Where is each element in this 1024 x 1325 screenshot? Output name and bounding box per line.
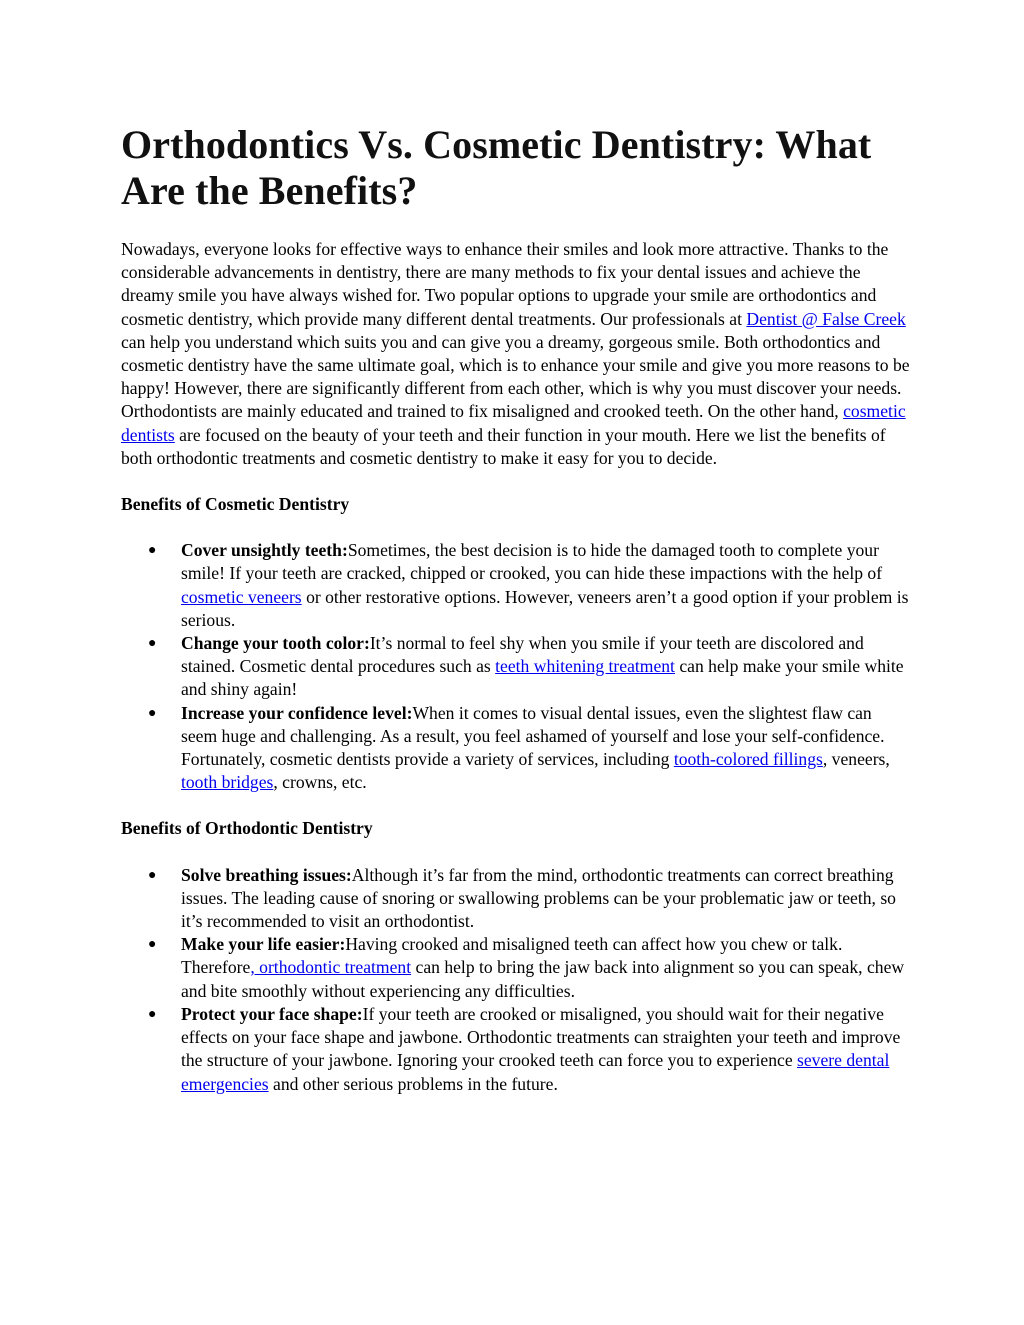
dental-emergencies-link[interactable]: severe dental emergencies <box>181 1050 890 1094</box>
list-item <box>148 702 911 795</box>
intro-text-3: are focused on the beauty of your teeth and their function in your mouth. Here we list the benefits of both orthodontic treatments and cosmetic dentistry to make it easy for you to decide. <box>121 424 886 468</box>
item-text: , veneers, <box>822 749 890 770</box>
item-text: , crowns, etc. <box>273 772 367 793</box>
item-text: can help make your smile white and shiny again! <box>181 656 904 700</box>
list-item <box>148 1003 911 1096</box>
tooth-colored-fillings-link[interactable]: tooth-colored fillings <box>673 749 823 770</box>
item-bold-label: Increase your confidence level: <box>181 702 413 723</box>
item-bold-label: Make your life easier: <box>181 934 346 955</box>
list-item <box>148 539 911 632</box>
intro-text-2: can help you understand which suits you and can give you a dreamy, gorgeous smile. Both orthodontics and cosmetic dentistry have the same ultimate goal, which is to enhance your smile and give you more reasons to be happy! However, there are significantly different from each other, which is why you must discover your needs. Orthodontists are mainly educated and trained to fix misaligned and crooked teeth. On the other hand, <box>121 331 910 422</box>
intro-text-1: Nowadays, everyone looks for effective ways to enhance their smiles and look more attractive. Thanks to the considerable advancements in dentistry, there are many methods to fix your dental issues and achieve the dreamy smile you have always wished for. Two popular options to upgrade your smile are orthodontics and cosmetic dentistry, which provide many different dental treatments. Our professionals at <box>121 239 889 329</box>
bullet-icon: ● <box>148 705 157 721</box>
item-text: Although it’s far from the mind, orthodontic treatments can correct breathing issues. The leading cause of snoring or swallowing problems can be your problematic jaw or teeth, so it’s recommended to visit an orthodontist. <box>181 864 896 932</box>
orthodontic-treatment-link[interactable]: , orthodontic treatment <box>250 957 412 978</box>
cosmetic-benefits-list <box>121 539 911 794</box>
item-text: Sometimes, the best decision is to hide the damaged tooth to complete your smile! If your teeth are cracked, chipped or crooked, you can hide these impactions with the help of <box>181 540 883 584</box>
list-item <box>148 933 911 1003</box>
dentist-false-creek-link[interactable]: Dentist @ False Creek <box>746 308 906 329</box>
item-bold-label: Change your tooth color: <box>181 633 370 654</box>
list-item <box>148 632 911 702</box>
bullet-icon: ● <box>148 867 157 883</box>
list-item <box>148 864 911 934</box>
cosmetic-veneers-link[interactable]: cosmetic veneers <box>181 586 302 607</box>
orthodontic-benefits-list <box>121 864 911 1096</box>
teeth-whitening-link[interactable]: teeth whitening treatment <box>495 656 675 677</box>
bullet-icon: ● <box>148 1006 157 1022</box>
item-text: It’s normal to feel shy when you smile if your teeth are discolored and stained. Cosmetic dental procedures such as <box>181 633 864 677</box>
item-text: When it comes to visual dental issues, even the slightest flaw can seem huge and challenging. As a result, you feel ashamed of yourself and lose your self-confidence. Fortunately, cosmetic dentists provide a variety of services, including <box>181 702 885 770</box>
bullet-icon: ● <box>148 636 157 652</box>
item-bold-label: Protect your face shape: <box>181 1003 363 1024</box>
item-text: and other serious problems in the future. <box>268 1073 558 1094</box>
item-text: can help to bring the jaw back into alignment so you can speak, chew and bite smoothly without experiencing any difficulties. <box>181 957 905 1001</box>
tooth-bridges-link[interactable]: tooth bridges <box>181 772 274 793</box>
cosmetic-dentists-link[interactable]: cosmetic dentists <box>121 401 906 445</box>
intro-paragraph <box>121 238 911 470</box>
bullet-icon: ● <box>148 937 157 953</box>
document-page <box>121 122 911 1096</box>
page-title: Orthodontics Vs. Cosmetic Dentistry: What Are the Benefits? <box>121 122 872 213</box>
item-text: If your teeth are crooked or misaligned, you should wait for their negative effects on your face shape and jawbone. Orthodontic treatments can straighten your teeth and improve the structure of your jawbone. Ignoring your crooked teeth can force you to experience <box>181 1003 901 1071</box>
item-text: or other restorative options. However, veneers aren’t a good option if your problem is serious. <box>181 586 909 630</box>
orthodontic-benefits-heading: Benefits of Orthodontic Dentistry <box>121 818 373 839</box>
cosmetic-benefits-heading: Benefits of Cosmetic Dentistry <box>121 494 350 515</box>
bullet-icon: ● <box>148 543 157 559</box>
item-bold-label: Solve breathing issues: <box>181 864 352 885</box>
item-bold-label: Cover unsightly teeth: <box>181 540 348 561</box>
item-text: Having crooked and misaligned teeth can affect how you chew or talk. Therefore <box>181 934 843 978</box>
